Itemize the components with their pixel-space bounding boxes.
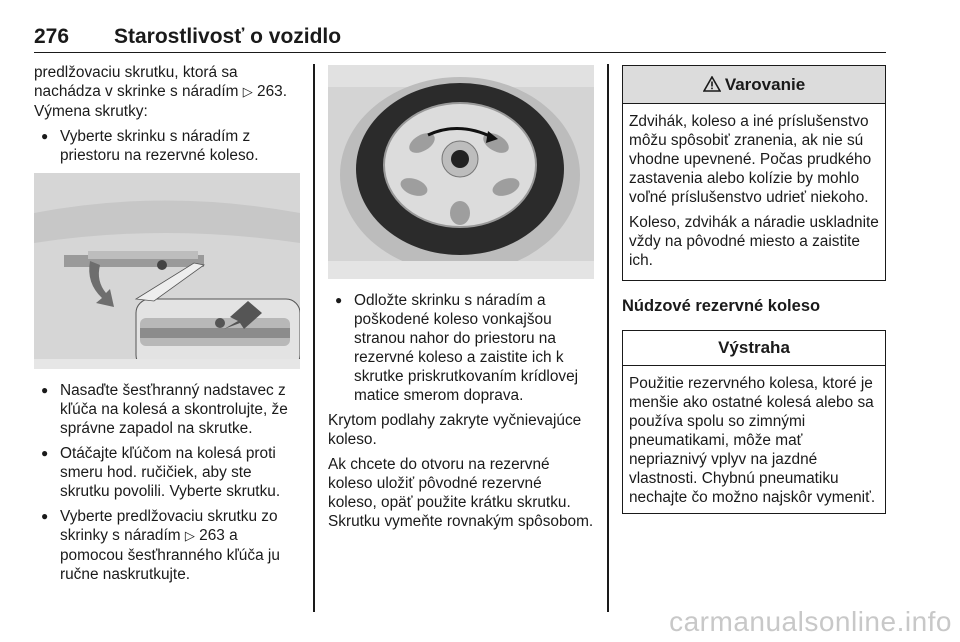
caution-body (623, 366, 885, 513)
intro-paragraph: predlžovaciu skrutku, ktorá sa nachádza v skrinke s náradím ▷ 263. Výmena skrutky: (34, 64, 287, 120)
page-header (34, 22, 886, 53)
watermark: carmanualsonline.info (669, 606, 952, 637)
step-list (34, 381, 300, 584)
section-heading: Núdzové rezervné koleso (622, 297, 821, 315)
page-title: Starostlivosť o vozidlo (114, 25, 342, 48)
page-number: 276 (34, 25, 70, 48)
illustration-spare-wheel (328, 65, 594, 279)
step-list (328, 291, 594, 405)
caution-text: Použitie rezervného kolesa, ktoré je menšie ako ostatné kolesá alebo sa používa spolu so zimnými pneumatikami, môže mať nepriaznivý vplyv na jazdné vlastnosti. Chybnú pneumatiku nechajte čo možno najskôr vymeniť. (629, 375, 876, 506)
figure-bolt-removal (34, 173, 300, 369)
caution-box (622, 330, 886, 514)
list-item: ● Vyberte predlžovaciu skrutku zo skrinky s náradím ▷ 263 a pomocou šesťhranného kľúča ju ručne naskrutkujte. (34, 507, 300, 584)
list-item: ● Vyberte skrinku s náradím z priestoru na rezervné koleso. (34, 127, 300, 165)
list-item: ● Odložte skrinku s náradím a poškodené koleso vonkajšou stranou nahor do priestoru na rezervné koleso a zaistite ich k skrutke priskrutkovaním krídlovej matice smerom doprava. (328, 291, 594, 405)
column-divider (313, 64, 315, 612)
list-item: ● Otáčajte kľúčom na kolesá proti smeru hod. ručičiek, aby ste skrutku povolili. Vyberte skrutku. (34, 444, 300, 501)
column-left (34, 63, 300, 590)
column-right (622, 63, 886, 514)
step-list (34, 127, 300, 165)
warning-text: Koleso, zdvihák a náradie uskladnite vždy na pôvodné miesto a zaistite ich. (629, 214, 879, 269)
illustration-tool-bolt (34, 173, 300, 369)
warning-title: Varovanie (724, 75, 806, 94)
column-divider (607, 64, 609, 612)
warning-body (623, 104, 885, 280)
reference-arrow-icon: ▷ (184, 529, 195, 544)
figure-spare-wheel (328, 65, 594, 279)
paragraph: Krytom podlahy zakryte vyčnievajúce koleso. (328, 412, 582, 448)
reference-arrow-icon: ▷ (242, 85, 253, 100)
warning-text: Zdvihák, koleso a iné príslušenstvo môžu spôsobiť zranenia, ak nie sú vhodne upevnené. Počas prudkého zastavenia alebo kolízie by mohlo voľné príslušenstvo udrieť niekoho. (629, 113, 872, 206)
caution-title: Výstraha (623, 331, 885, 366)
paragraph: Ak chcete do otvoru na rezervné koleso uložiť pôvodné rezervné koleso, opäť použite krátku skrutku. Skrutku vymeňte rovnakým spôsobom. (328, 456, 594, 530)
column-middle (328, 63, 594, 537)
warning-header (623, 66, 885, 104)
list-item: ● Nasaďte šesťhranný nadstavec z kľúča na kolesá a skontrolujte, že správne zapadol na skrutke. (34, 381, 300, 438)
warning-box (622, 65, 886, 281)
warning-triangle-icon (703, 66, 721, 103)
